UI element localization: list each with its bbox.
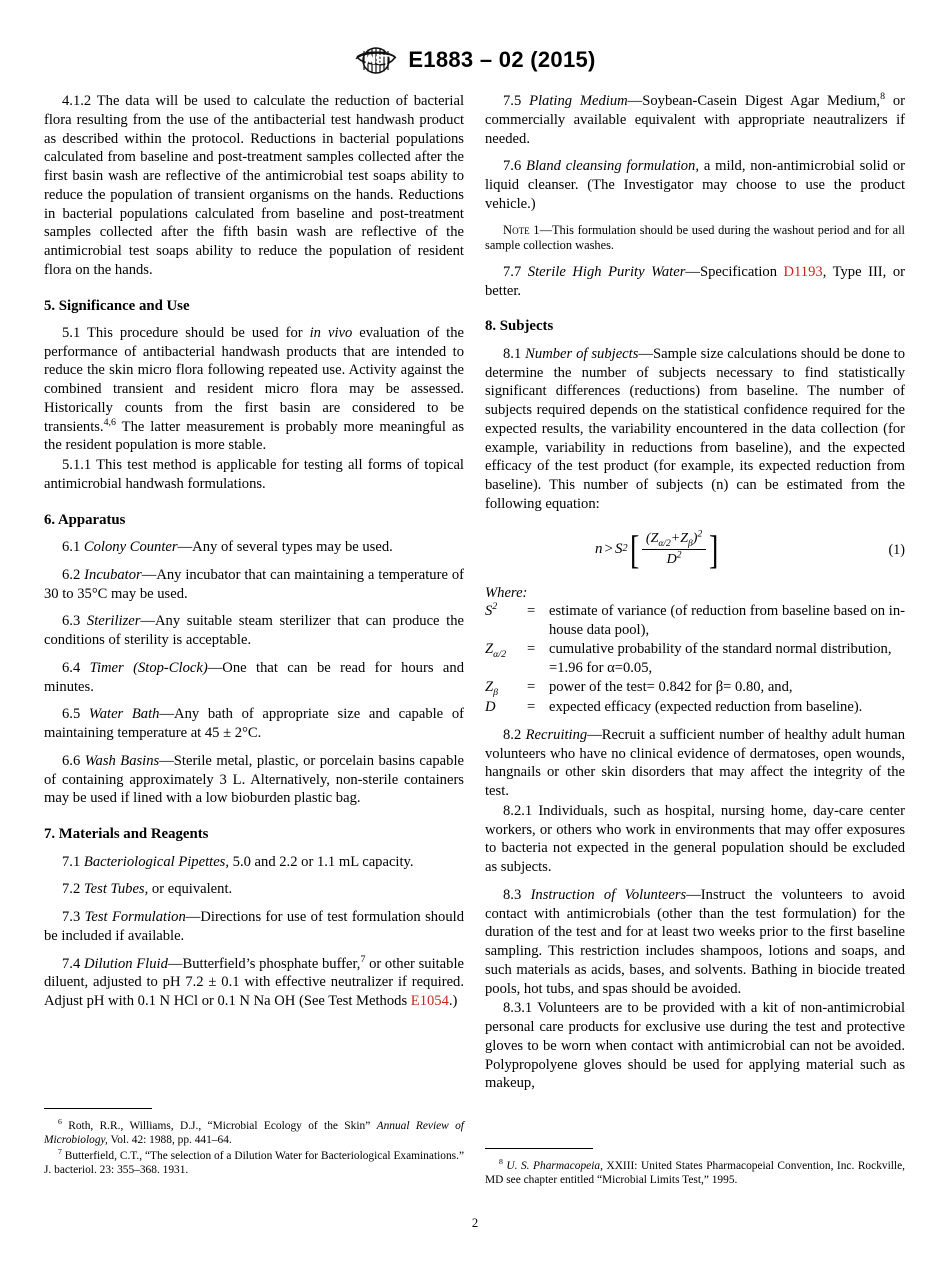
footnote-6-text-b: Vol. 42: 1988, pp. 441–64. xyxy=(107,1134,232,1147)
equation-operator: > xyxy=(604,540,613,557)
para-7-5-number: 7.5 xyxy=(503,93,522,109)
heading-section-8: 8. Subjects xyxy=(485,318,554,335)
para-6-6-text: —Sterile metal, plastic, or porcelain basins capable of containing approximately 3 L. Alternatively, non-sterile containers may be used if lined with a low bioburden plastic bag. xyxy=(44,752,464,807)
num-open-paren: ( xyxy=(645,530,651,546)
equation-coefficient: S xyxy=(614,540,623,557)
para-7-4-text-c: .) xyxy=(448,993,458,1010)
para-8-3-term: Instruction of Volunteers xyxy=(530,886,687,903)
paragraph-6-6 xyxy=(44,752,464,808)
para-6-6-number: 6.6 xyxy=(62,752,81,769)
symbol-definition-list xyxy=(485,602,905,716)
para-7-4-text-a: —Butterfield’s phosphate buffer, xyxy=(167,955,361,972)
right-column xyxy=(485,92,905,1093)
paragraph-8-2-1: 8.2.1 Individuals, such as hospital, nursing home, day-care center workers, or others who work in environments that may offer exposures to bacteria not expected in the general population should be excluded as subjects. xyxy=(485,802,905,876)
right-footnotes xyxy=(485,1148,905,1188)
paragraph-6-2 xyxy=(44,566,464,604)
para-6-4-text: —One that can be read for hours and minutes. xyxy=(44,659,464,695)
definition-symbol xyxy=(485,678,527,697)
definition-symbol xyxy=(485,698,527,717)
page-header xyxy=(0,44,950,76)
paragraph-8-3-1: 8.3.1 Volunteers are to be provided with a kit of non-antimicrobial personal care products for exclusive use during the test and protective gloves to be worn when contact with antimicrobial can not be avoided. Polypropolyene gloves should be used for applying material such as makeup, xyxy=(485,1000,905,1092)
definition-text: power of the test= 0.842 for β= 0.80, and, xyxy=(549,679,793,696)
note-1 xyxy=(485,223,905,254)
standard-reference-d1193[interactable]: D1193 xyxy=(783,263,823,280)
paragraph-7-4 xyxy=(44,955,464,1011)
para-6-3-text: —Any suitable steam sterilizer that can produce the conditions of sterility is acceptable. xyxy=(44,613,464,649)
footnote-8 xyxy=(485,1159,905,1188)
definition-row xyxy=(485,602,905,639)
footnote-separator-rule xyxy=(44,1108,152,1109)
paragraph-5-1 xyxy=(44,324,464,455)
para-8-2-term: Recruiting xyxy=(525,726,588,743)
paragraph-6-3 xyxy=(44,612,464,650)
para-7-5-term: Plating Medium xyxy=(529,93,628,109)
definition-equals xyxy=(527,659,549,678)
symbol-Z-beta-subscript: β xyxy=(493,687,499,699)
definition-text: estimate of variance (of reduction from baseline based on in-house data pool), xyxy=(549,603,905,638)
definition-equals: = xyxy=(527,640,536,657)
definition-symbol xyxy=(485,659,527,678)
para-7-6-number: 7.6 xyxy=(503,158,522,175)
num-plus-sign: + xyxy=(670,530,681,546)
para-7-2-term: Test Tubes, xyxy=(83,881,149,898)
paragraph-8-3 xyxy=(485,886,905,999)
symbol-D: D xyxy=(485,698,496,715)
equation-denominator xyxy=(642,550,706,569)
para-8-1-number: 8.1 xyxy=(503,345,522,362)
definition-symbol xyxy=(485,640,527,659)
heading-section-5: 5. Significance and Use xyxy=(44,297,190,314)
num-term-1-subscript: α/2 xyxy=(658,538,671,549)
equation-lhs: n xyxy=(595,540,603,557)
para-7-3-term: Test Formulation xyxy=(84,909,186,926)
paragraph-8-1 xyxy=(485,345,905,514)
paragraph-8-2 xyxy=(485,726,905,801)
paragraph-7-5 xyxy=(485,92,905,148)
para-6-5-text: —Any bath of appropriate size and capable of maintaining temperature at 45 ± 2°C. xyxy=(44,706,464,742)
para-7-7-term: Sterile High Purity Water xyxy=(527,263,686,280)
para-7-4-term: Dilution Fluid xyxy=(83,955,168,972)
paragraph-7-3 xyxy=(44,908,464,946)
para-6-4-number: 6.4 xyxy=(62,659,81,676)
document-designation: E1883 – 02 (2015) xyxy=(408,47,596,72)
para-6-1-number: 6.1 xyxy=(62,539,81,556)
footnote-6-text-a: Roth, R.R., Williams, D.J., “Microbial Ecology of the Skin” xyxy=(61,1120,377,1132)
equation-numerator xyxy=(642,530,706,550)
para-5-1-text-a: This procedure should be used for xyxy=(80,324,310,341)
paragraph-7-6 xyxy=(485,157,905,213)
equation-1: n > S 2 [ $\frac{(Z_{\alpha/2}+Z_\beta)^2}{D^2}$ ] xyxy=(595,526,719,572)
para-7-7-text-b: , Type III, or better. xyxy=(485,263,905,299)
paragraph-7-1 xyxy=(44,853,464,872)
para-7-1-term: Bacteriological Pipettes, xyxy=(83,853,229,870)
para-6-2-text: —Any incubator that can maintaining a temperature of 30 to 35°C may be used. xyxy=(44,566,464,602)
para-7-3-number: 7.3 xyxy=(62,909,81,926)
equation-number: (1) xyxy=(888,541,905,558)
footnote-separator-rule xyxy=(485,1148,593,1149)
footnote-ref-7: 7 xyxy=(360,953,366,965)
para-5-1-text-c: The latter measurement is probably more meaningful as the resident population is more stable. xyxy=(44,418,464,454)
para-7-2-text: or equivalent. xyxy=(148,881,233,898)
definition-row xyxy=(485,678,905,697)
paragraph-4-1-2: 4.1.2 The data will be used to calculate the reduction of bacterial flora resulting from the use of the antibacterial test handwash product as described within the protocol. Reductions in bacterial populations calculated from baseline and post-treatment samples collected after the first basin wash are reflective of the antimicrobial test soaps ability to reduce the population of transient organisms on the hands. Reductions in bacterial populations calculated from baseline and post-treatment samples collected after the fifth basin wash are reflective of the antimicrobial test soaps ability to reduce the population of resident flora on the hands. xyxy=(44,93,464,278)
para-7-5-text-b: or commercially available equivalent with appropriate neautralizers if needed. xyxy=(485,93,905,147)
para-7-7-number: 7.7 xyxy=(503,263,522,280)
left-footnotes xyxy=(44,1108,464,1178)
definition-row xyxy=(485,659,905,678)
para-8-1-term: Number of subjects xyxy=(525,345,639,362)
para-6-1-text: —Any of several types may be used. xyxy=(177,539,393,556)
footnote-7-text-a: Butterfield, C.T., “The selection of a Dilution Water for Bacteriological Examinations.” J. bacteriol. 23: 355–368. 1931. xyxy=(44,1149,464,1177)
symbol-Z-alpha-subscript: α/2 xyxy=(493,648,507,660)
definition-equals: = xyxy=(527,603,536,620)
para-7-4-number: 7.4 xyxy=(62,955,81,972)
para-6-2-term: Incubator xyxy=(84,566,142,583)
footnote-7 xyxy=(44,1149,464,1178)
para-6-6-term: Wash Basins xyxy=(84,752,160,769)
para-8-3-number: 8.3 xyxy=(503,886,522,903)
para-7-7-text-a: —Specification xyxy=(685,263,784,280)
para-7-1-text: 5.0 and 2.2 or 1.1 mL capacity. xyxy=(229,853,414,870)
para-6-3-number: 6.3 xyxy=(62,613,81,630)
footnote-6-italic: Annual Review of Microbiology, xyxy=(44,1120,464,1147)
heading-section-7: 7. Materials and Reagents xyxy=(44,826,209,843)
definition-equals: = xyxy=(527,679,536,696)
para-7-1-number: 7.1 xyxy=(62,853,81,870)
footnote-marker-8: 8 xyxy=(499,1157,503,1167)
num-term-2-subscript: β xyxy=(688,538,693,549)
den-exponent: 2 xyxy=(676,550,682,561)
definition-text: cumulative probability of the standard normal distribution, xyxy=(549,640,892,657)
para-8-2-number: 8.2 xyxy=(503,726,522,743)
para-7-6-text: a mild, non-antimicrobial solid or liquid cleanser. (The Investigator may choose to use the product vehicle.) xyxy=(485,158,905,212)
paragraph-6-5 xyxy=(44,705,464,743)
paragraph-5-1-1: 5.1.1 This test method is applicable for testing all forms of topical antimicrobial handwash formulations. xyxy=(44,457,464,492)
equation-left-bracket: [ xyxy=(629,526,639,572)
page-number: 2 xyxy=(471,1216,479,1230)
para-6-3-term: Sterilizer xyxy=(86,613,141,630)
paragraph-6-4 xyxy=(44,659,464,697)
num-exponent: 2 xyxy=(697,529,703,540)
num-term-2: Z xyxy=(680,530,689,546)
para-5-1-text-b: evaluation of the performance of antibacterial handwash products that are intended to reduce the skin micro flora following repeated use. Activity against the combined transient and resident micro flora may be assessed. Historically counts from the first basin are considered to be transients. xyxy=(44,324,465,435)
symbol-S: S xyxy=(485,603,493,620)
num-term-1: Z xyxy=(650,530,659,546)
definition-text: =1.96 for α=0.05, xyxy=(549,660,653,677)
para-7-2-number: 7.2 xyxy=(62,881,81,898)
footnote-marker-6: 6 xyxy=(58,1117,62,1127)
paragraph-6-1 xyxy=(44,538,464,557)
definition-text: expected efficacy (expected reduction from baseline). xyxy=(549,698,863,715)
note-label: Note 1 xyxy=(503,222,540,237)
footnote-marker-7: 7 xyxy=(58,1147,62,1157)
para-8-3-text: —Instruct the volunteers to avoid contact with antimicrobials (other than the test formulation) for the duration of the test and for at least two weeks prior to the first baseline sampling. This restriction includes shampoos, lotions and soaps, and such materials as acids, bases, and solvents. Bathing in biocide treated pools, hot tubs, and spas should be avoided. xyxy=(485,886,905,997)
symbol-S-exponent: 2 xyxy=(492,601,498,613)
paragraph-7-2 xyxy=(44,880,464,899)
equation-right-bracket: ] xyxy=(709,526,719,572)
definition-equals: = xyxy=(527,698,536,715)
astm-logo-icon xyxy=(354,44,398,76)
where-label: Where: xyxy=(485,584,528,601)
para-5-1-number: 5.1 xyxy=(62,324,81,341)
den-term: D xyxy=(666,551,677,567)
num-close-paren: ) xyxy=(692,530,698,546)
symbol-Z-alpha: Z xyxy=(485,640,494,657)
standard-reference-e1054[interactable]: E1054 xyxy=(410,993,449,1010)
symbol-Z-beta: Z xyxy=(485,679,494,696)
equation-fraction xyxy=(642,530,706,569)
para-6-2-number: 6.2 xyxy=(62,566,81,583)
para-5-1-italic-term: in vivo xyxy=(309,324,353,341)
definition-symbol xyxy=(485,602,527,639)
equation-1-row xyxy=(485,526,905,576)
para-6-5-term: Water Bath xyxy=(88,706,160,723)
para-7-5-text-a: —Soybean-Casein Digest Agar Medium, xyxy=(627,93,881,109)
footnote-8-text-b: XXIII: United States Pharmacopeial Convention, Inc. Rockville, MD see chapter entitled “Microbial Limits Test,” 1995. xyxy=(485,1160,905,1187)
para-6-4-term: Timer (Stop-Clock) xyxy=(89,659,208,676)
para-8-1-text: —Sample size calculations should be done to determine the number of subjects necessary to find statistically significant differences (reductions) from baseline. The number of subjects required depends on the statistical confidence required for the expected results, the variability encountered in the data collection (for example, variability in reductions from baseline), and the expected efficacy of the test product (for example, its expected reduction from baseline). This number of subjects (n) can be estimated from the following equation: xyxy=(485,345,906,512)
para-7-4-text-b: or other suitable diluent, adjusted to pH 7.2 ± 0.1 with effective neutralizer if required. Adjust pH with 0.1 N HCl or 0.1 N Na OH (See Test Methods xyxy=(44,955,464,1010)
left-column xyxy=(44,92,464,1011)
definition-row xyxy=(485,698,905,717)
para-6-1-term: Colony Counter xyxy=(83,539,178,556)
footnote-8-italic: U. S. Pharmacopeia, xyxy=(506,1160,603,1172)
footnote-ref-4-6: 4,6 xyxy=(103,416,116,428)
note-text: —This formulation should be used during the washout period and for all sample collection washes. xyxy=(485,222,905,253)
para-8-2-text: —Recruit a sufficient number of healthy adult human volunteers who have no clinical evidence of dermatoses, open wounds, hangnails or other skin disorders that may affect the integrity of the test. xyxy=(485,726,905,800)
heading-section-6: 6. Apparatus xyxy=(44,511,126,528)
para-7-6-term: Bland cleansing formulation, xyxy=(526,158,700,175)
paragraph-7-7 xyxy=(485,263,905,301)
footnote-ref-8: 8 xyxy=(880,91,886,103)
para-7-3-text: —Directions for use of test formulation should be included if available. xyxy=(44,909,464,944)
footnote-6 xyxy=(44,1119,464,1148)
definition-row xyxy=(485,640,905,659)
para-6-5-number: 6.5 xyxy=(62,706,81,723)
